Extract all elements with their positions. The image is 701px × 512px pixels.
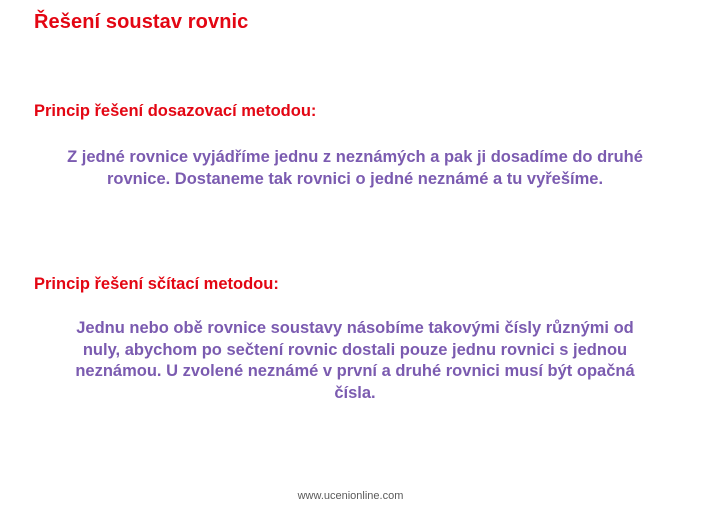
section-text-addition <box>30 318 680 404</box>
text-line: Z jedné rovnice vyjádříme jednu z neznámých a pak ji dosadíme do druhé <box>67 148 643 166</box>
footer-website: www.ucenionline.com <box>297 490 404 502</box>
page-title: Řešení soustav rovnic <box>34 11 249 33</box>
text-line: Jednu nebo obě rovnice soustavy násobíme takovými čísly různými od <box>76 319 634 337</box>
text-line: nuly, abychom po sečtení rovnic dostali pouze jednu rovnici s jednou <box>82 340 628 359</box>
text-line: rovnice. Dostaneme tak rovnici o jedné neznámé a tu vyřešíme. <box>106 169 604 188</box>
section-heading-substitution: Princip řešení dosazovací metodou: <box>34 102 317 120</box>
section-text-substitution <box>30 147 680 190</box>
section-heading-addition: Princip řešení sčítací metodou: <box>34 275 279 293</box>
text-line: čísla. <box>334 383 376 402</box>
text-line: neznámou. U zvolené neznámé v první a druhé rovnici musí být opačná <box>75 362 635 380</box>
